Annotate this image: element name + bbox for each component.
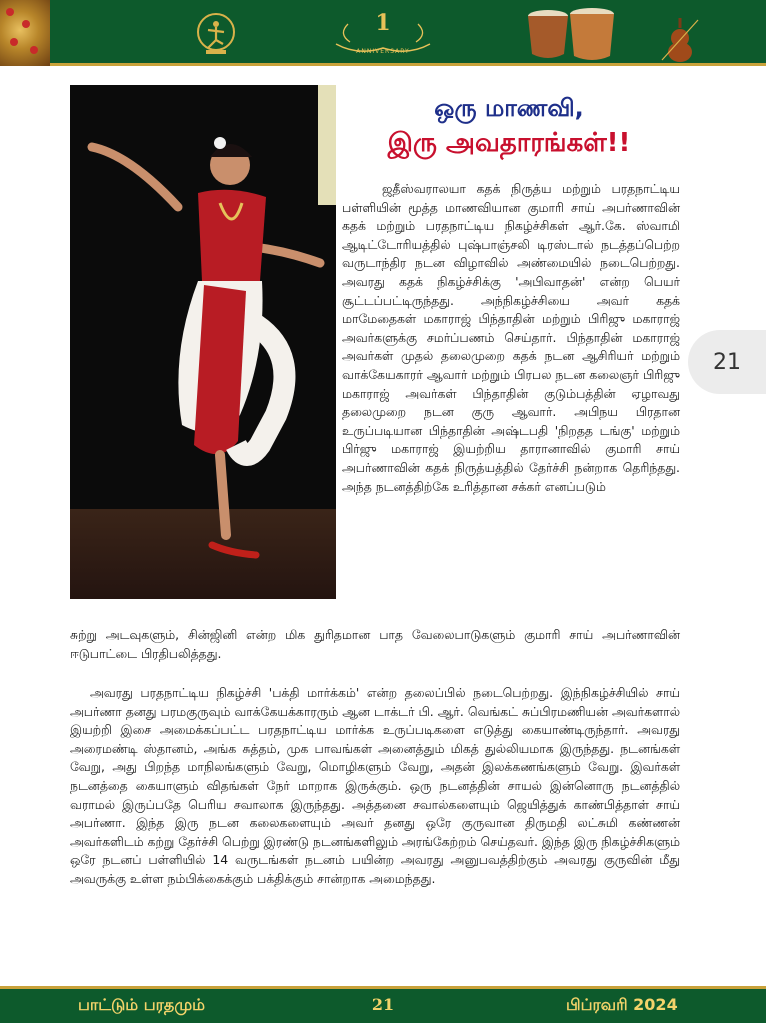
footer-page-number: 21 xyxy=(371,995,395,1014)
bharatanatyam-dancer-figure xyxy=(70,85,336,599)
article-column-text xyxy=(342,180,680,496)
nataraja-icon xyxy=(196,10,236,58)
paragraph-1-column: ஜதீஸ்வராலயா கதக் நிருத்ய மற்றும் பரதநாட்டிய பள்ளியின் மூத்த மாணவியான குமாரி சாய் அபர்ணாவின் கதக் மற்றும் பரதநாட்டிய நிகழ்ச்சிகள் ஆர்.கே. ஸ்வாமி ஆடிட்டோரியத்தில் புஷ்பாஞ்சலி டிரஸ்டால் நடத்தப்பெற்ற வருடாந்திர நடன விழாவில் அண்மையில் நடைபெற்றது. அவரது கதக் நிகழ்ச்சிக்கு 'அபிவாதன்' என்ற பெயர் சூட்டப்பட்டிருந்தது. அந்நிகழ்ச்சியை அவர் கதக் மாமேதைகள் மகாராஜ் பிந்தாதின் மற்றும் பிரிஜு மகாராஜ் அவர்களுக்கு சமர்ப்பணம் செய்தார். பிந்தாதின் மகாராஜ் அவர்கள் முதல் தலைமுறை கதக் நடன ஆசிரியர் மற்றும் வாக்கேயகாரர் ஆவார் மற்றும் பிரபல நடன கலைஞர் பிரிஜு மகாராஜ் அவர்கள் பிந்தாதின் குடும்பத்தின் ஏழாவது தலைமுறை நடன குரு ஆவார். அபிநய பிரதான உருப்படியான பிந்தாதின் அஷ்டபதி 'நிறதத டங்கு' மற்றும் பிர்ஜு மகாராஜ் இயற்றிய தாரானாவில் குமாரி சாய் அபர்ணாவின் கதக் நிருத்யத்தில் தேர்ச்சி நன்றாக தெரிந்தது. அந்த நடனத்திற்கே உரித்தான சக்கர் எனப்படும் xyxy=(342,181,680,494)
paragraph-1-tail: சுற்று அடவுகளும், சின்ஜினி என்ற மிக துரிதமான பாத வேலைபாடுகளும் குமாரி சாய் அபர்ணாவின் ஈடுபாட்டை பிரதிபலித்தது. xyxy=(70,627,680,661)
magazine-header-band xyxy=(0,0,766,66)
article-title-line1: ஒரு மாணவி, xyxy=(434,94,584,122)
paragraph-2-text: அவரது பரதநாட்டிய நிகழ்ச்சி 'பக்தி மார்க்கம்' என்ற தலைப்பில் நடைபெற்றது. இந்நிகழ்ச்சியில் சாய் அபர்ணா தனது பரமகுருவும் வாக்கேயக்காரரும் ஆன டாக்டர் பி. ஆர். வெங்கட் சுப்பிரமணியன் அவர்களால் இயற்றி இசை அமைக்கப்பட்ட பரதநாட்டிய மார்க்க உருப்படிகளை எடுத்து கையாண்டிருந்தார். அவரது அரைமண்டி ஸ்தானம், அங்க சுத்தம், முக பாவங்கள் அனைத்தும் மிகத் துல்லியமாக இருந்தது. நடனங்கள் வேறு, அது பிறந்த மாநிலங்களும் வேறு, மொழிகளும் வேறு, அதன் இலக்கணங்களும் வேறு. இவர்கள் நடனத்தை கையாளும் விதங்கள் நேர் மாறாக இருக்கும். ஒரு நடனத்தின் சாயல் இன்னொரு நடனத்தில் வராமல் இருப்பதே பெரிய சவாலாக இருந்தது. அத்தனை சவால்களையும் ஜெயித்துக் காண்பித்தாள் சாய் அபர்ணா. இந்த இரு நடன கலைகளையும் அவர் தனது ஒரே குருவான திருமதி லட்சுமி கண்ணன் அவர்களிடம் கற்று தேர்ச்சி பெற்று இரண்டு நடனங்களிலும் அரங்கேற்றம் செய்தவர். இந்த இரு நிகழ்ச்சிகளும் ஒரே நடனப் பள்ளியில் 14 வருடங்கள் நடனம் பயின்ற அவரது அனுபவத்திற்கும் அவரது குருவின் மீது அவருக்கு உள்ள நம்பிக்கைக்கும் பக்திக்கும் சான்றாக அமைந்தது. xyxy=(70,685,680,886)
article-title-line2: இரு அவதாரங்கள்!! xyxy=(387,128,631,158)
dancer-photo xyxy=(70,85,336,599)
paragraph-2 xyxy=(70,684,680,889)
magazine-footer-band xyxy=(0,986,766,1023)
decorative-jewel-corner xyxy=(0,0,50,66)
anniversary-number: 1 xyxy=(375,10,391,36)
page-number-tab: 21 xyxy=(688,330,766,394)
issue-date: பிப்ரவரி 2024 xyxy=(566,995,678,1014)
anniversary-logo xyxy=(328,4,438,62)
anniversary-tagline: ANNIVERSARY xyxy=(356,48,410,55)
violin-icon xyxy=(660,14,700,64)
tabla-drums-icon xyxy=(520,4,620,64)
magazine-name: பாட்டும் பரதமும் xyxy=(78,995,205,1014)
paragraph-1-continuation xyxy=(70,626,680,663)
